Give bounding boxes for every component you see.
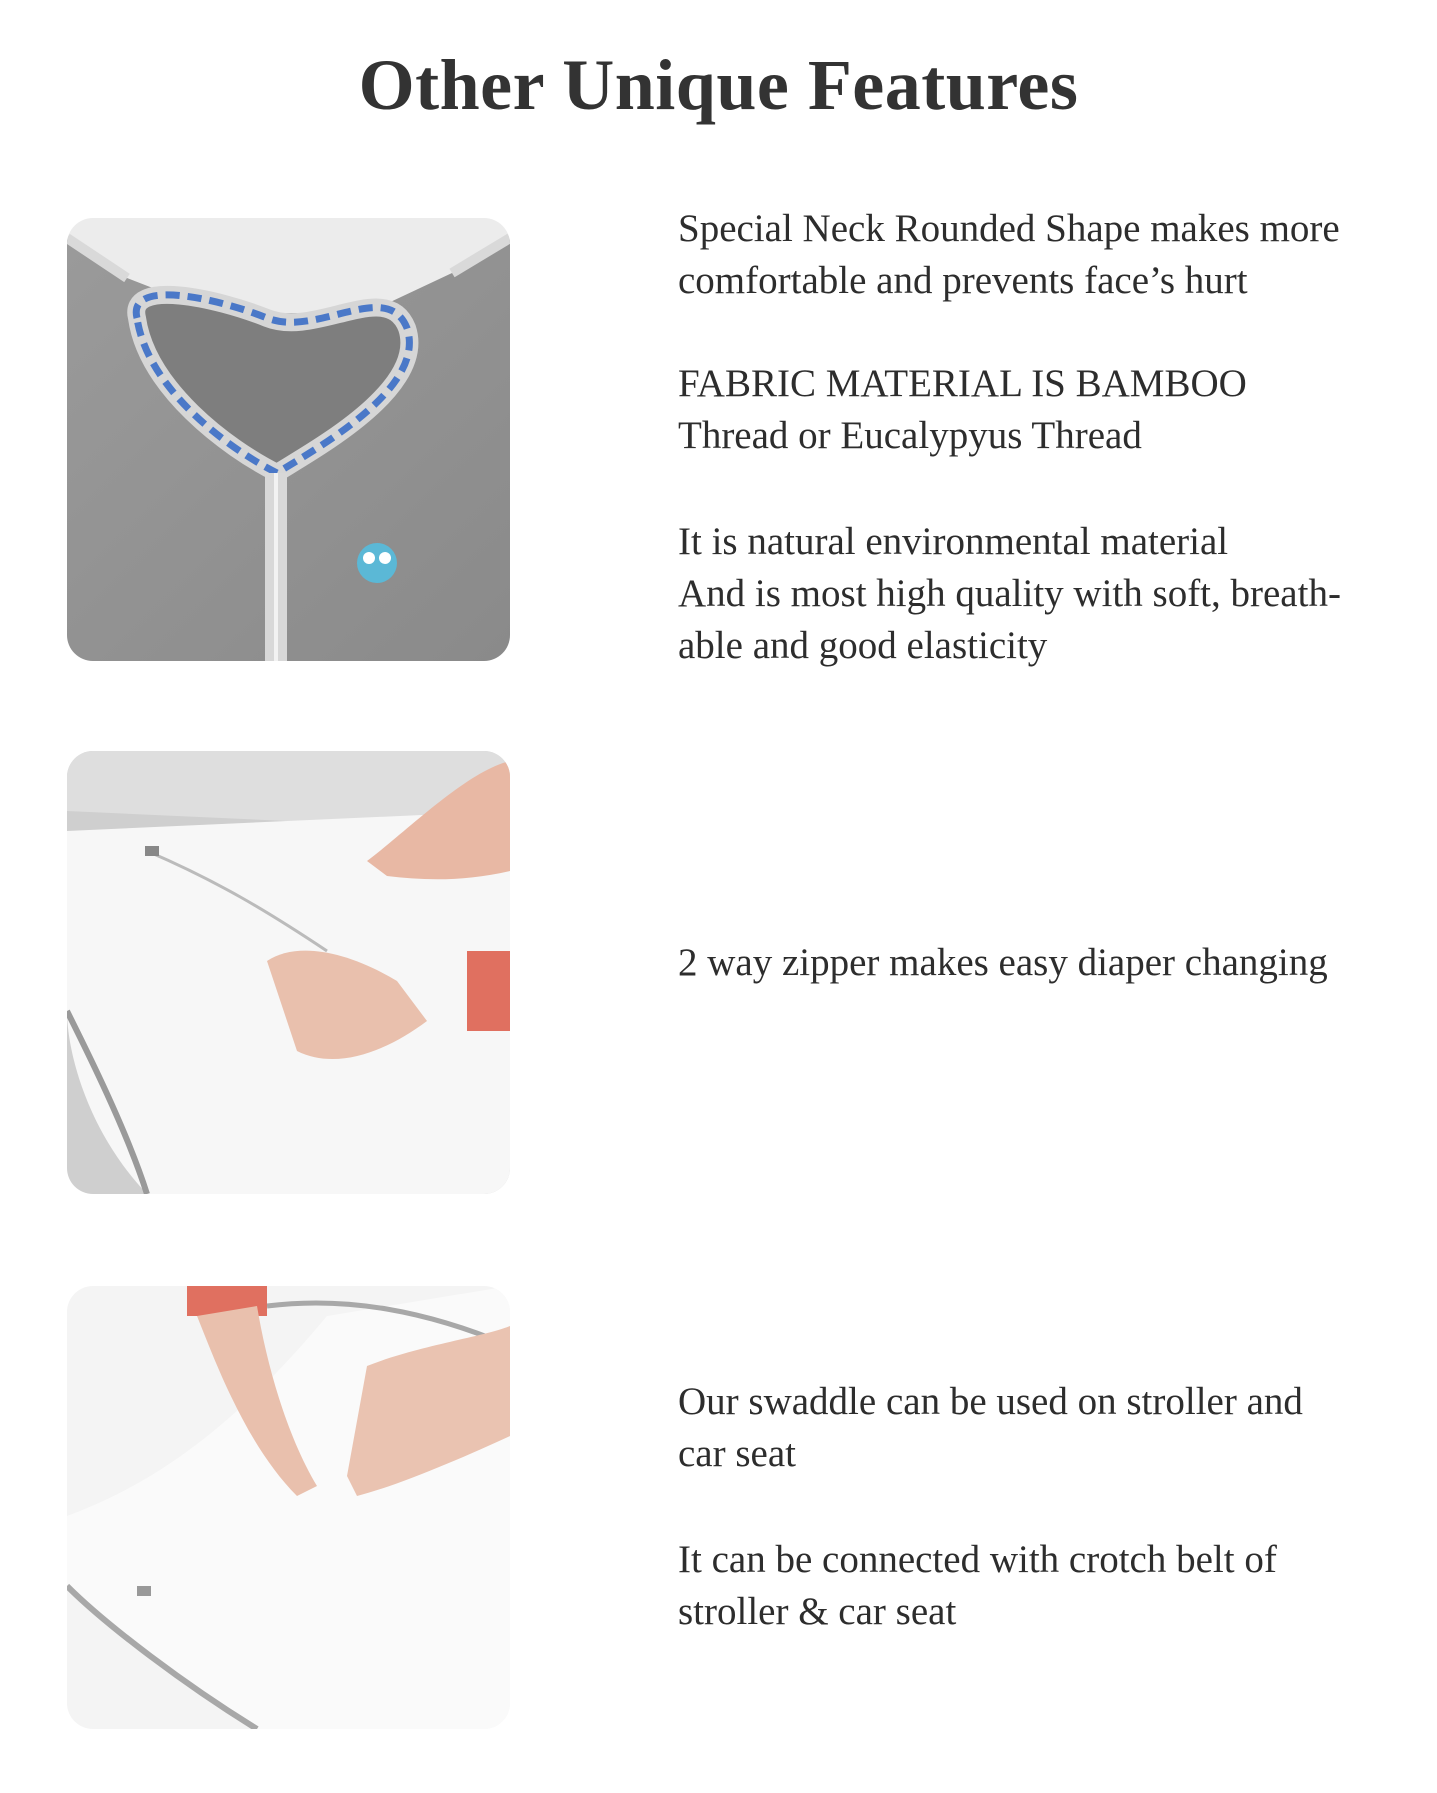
stroller-carseat-photo <box>67 1286 510 1729</box>
owl-logo-icon <box>357 543 397 583</box>
feature-fabric-material-text: FABRIC MATERIAL IS BAMBOO Thread or Eucalypyus Thread <box>678 362 1247 457</box>
neck-shape-photo <box>67 218 510 661</box>
feature-stroller-text: Our swaddle can be used on stroller and car seat <box>678 1380 1303 1475</box>
feature-two-way-zipper-text: 2 way zipper makes easy diaper changing <box>678 941 1328 984</box>
zipper-diaper-photo <box>67 751 510 1194</box>
page-title: Other Unique Features <box>358 45 1079 125</box>
feature-neck-shape-text: Special Neck Rounded Shape makes more comfortable and prevents face’s hurt <box>678 207 1340 302</box>
feature-natural-material-text: It is natural environmental material And is most high quality with soft, breath- able and good elasticity <box>678 520 1341 667</box>
feature-crotch-belt-text: It can be connected with crotch belt of stroller & car seat <box>678 1538 1277 1633</box>
